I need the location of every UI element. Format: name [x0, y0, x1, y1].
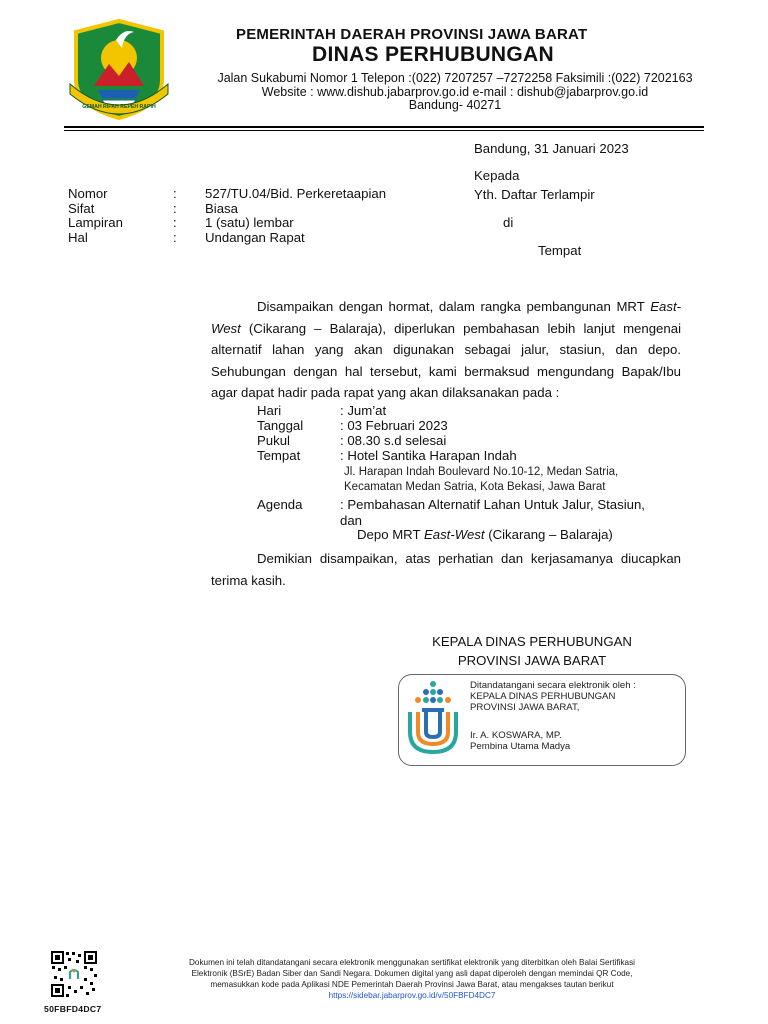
agenda-text: (Cikarang – Balaraja) [484, 527, 613, 542]
detail-value: : Pembahasan Alternatif Lahan Untuk Jalur, Stasiun, [340, 497, 645, 512]
letterhead-government: PEMERINTAH DAERAH PROVINSI JAWA BARAT [236, 26, 588, 43]
meta-key: Lampiran [68, 215, 123, 230]
address-line-1: Jalan Sukabumi Nomor 1 Telepon :(022) 7207257 –7272258 Faksimili :(022) 7202163 [217, 71, 693, 85]
detail-agenda-dan: dan [340, 513, 363, 528]
letter-meta [68, 187, 386, 245]
meta-sep: : [173, 186, 177, 201]
detail-label: Hari [257, 403, 282, 418]
meta-row-sifat [68, 202, 386, 217]
meta-row-lampiran [68, 216, 386, 231]
detail-value: : Jum’at [340, 403, 387, 418]
detail-label: Tanggal [257, 418, 304, 433]
closing-paragraph: Demikian disampaikan, atas perhatian dan kerjasamanya diucapkan terima kasih. [211, 551, 681, 588]
detail-value: : Hotel Santika Harapan Indah [340, 448, 517, 463]
letterhead-agency: DINAS PERHUBUNGAN [312, 43, 554, 66]
meta-row-nomor [68, 187, 386, 202]
recipient-kepada: Kepada [474, 168, 520, 183]
meta-value: Undangan Rapat [205, 229, 305, 245]
signed-title-1: KEPALA DINAS PERHUBUNGAN [470, 691, 616, 702]
recipient-di: di [503, 215, 514, 230]
recipient-place: Tempat [538, 243, 582, 258]
footer-line-3: memasukkan kode pada Aplikasi NDE Pemerintah Daerah Provinsi Jawa Barat, atau mengakses tautan berikut [210, 980, 614, 989]
agenda-text: Depo MRT [357, 527, 424, 542]
body-text-1: Disampaikan dengan hormat, dalam rangka pembangunan MRT [257, 299, 645, 314]
signed-by-label: Ditandatangani secara elektronik oleh : [470, 680, 636, 691]
agenda-italic: East-West [423, 527, 485, 542]
detail-agenda-2 [357, 527, 613, 542]
signed-title-2: PROVINSI JAWA BARAT, [470, 702, 580, 713]
body-paragraph [211, 296, 681, 404]
detail-label: Tempat [257, 448, 301, 463]
qr-verification-code: 50FBFD4DC7 [44, 1004, 102, 1014]
letter-date: Bandung, 31 Januari 2023 [474, 141, 629, 156]
signature-title-1: KEPALA DINAS PERHUBUNGAN [432, 634, 632, 649]
detail-label: Agenda [257, 497, 303, 512]
letterhead-divider [64, 126, 704, 131]
address-line-3: Bandung- 40271 [408, 98, 502, 112]
verification-link[interactable]: https://sidebar.jabarprov.go.id/v/50FBFD4DC7 [328, 991, 496, 1000]
detail-tempat-address-2: Kecamatan Medan Satria, Kota Bekasi, Jawa Barat [344, 481, 606, 493]
footer-line-1: Dokumen ini telah ditandatangani secara elektronik menggunakan sertifikat elektronik yang diterbitkan oleh Balai Sertifikasi [188, 958, 636, 967]
signature-title-2: PROVINSI JAWA BARAT [457, 653, 607, 668]
meta-value: 1 (satu) lembar [205, 215, 294, 230]
detail-label: Pukul [257, 433, 290, 448]
meta-sep: : [173, 215, 177, 230]
footer-line-2: Elektronik (BSrE) Badan Siber dan Sandi Negara. Dokumen digital yang asli dapat diperoleh dengan memindai QR Code, [191, 969, 633, 978]
meta-value: Biasa [205, 200, 238, 216]
body-italic: East-West [211, 299, 681, 336]
meta-row-hal [68, 231, 386, 246]
qr-code[interactable] [50, 950, 98, 998]
detail-value: : 03 Februari 2023 [340, 418, 448, 433]
meta-key: Nomor [68, 186, 108, 201]
address-line-2: Website : www.dishub.jabarprov.go.id e-mail : dishub@jabarprov.go.id [261, 84, 649, 99]
recipient-name: Yth. Daftar Terlampir [474, 187, 595, 202]
tte-logo-icon [404, 680, 462, 758]
footer-disclaimer [126, 957, 698, 1001]
meta-value: 527/TU.04/Bid. Perkeretaapian [205, 186, 387, 201]
signer-rank: Pembina Utama Madya [470, 741, 571, 752]
signature-title [402, 632, 662, 670]
logo-motto: GEMAH RIPAH REPEH RAPIH [82, 104, 156, 110]
jawa-barat-logo [64, 18, 174, 122]
body-text-2: (Cikarang – Balaraja), diperlukan pembahasan lebih lanjut mengenai alternatif lahan yang akan digunakan sebagai jalur, stasiun, dan depo. Sehubungan dengan hal tersebut, kami bermaksud mengundang Bapak/Ibu agar dapat hadir pada rapat yang akan dilaksanakan pada : [211, 320, 681, 400]
meta-sep: : [173, 229, 177, 245]
meta-key: Sifat [68, 200, 95, 216]
letterhead-address [190, 72, 720, 113]
detail-value: : 08.30 s.d selesai [340, 433, 447, 448]
signer-name: Ir. A. KOSWARA, MP. [470, 730, 562, 741]
meta-sep: : [173, 200, 177, 216]
meta-key: Hal [68, 229, 88, 245]
detail-tempat-address-1: Jl. Harapan Indah Boulevard No.10-12, Medan Satria, [344, 466, 619, 478]
